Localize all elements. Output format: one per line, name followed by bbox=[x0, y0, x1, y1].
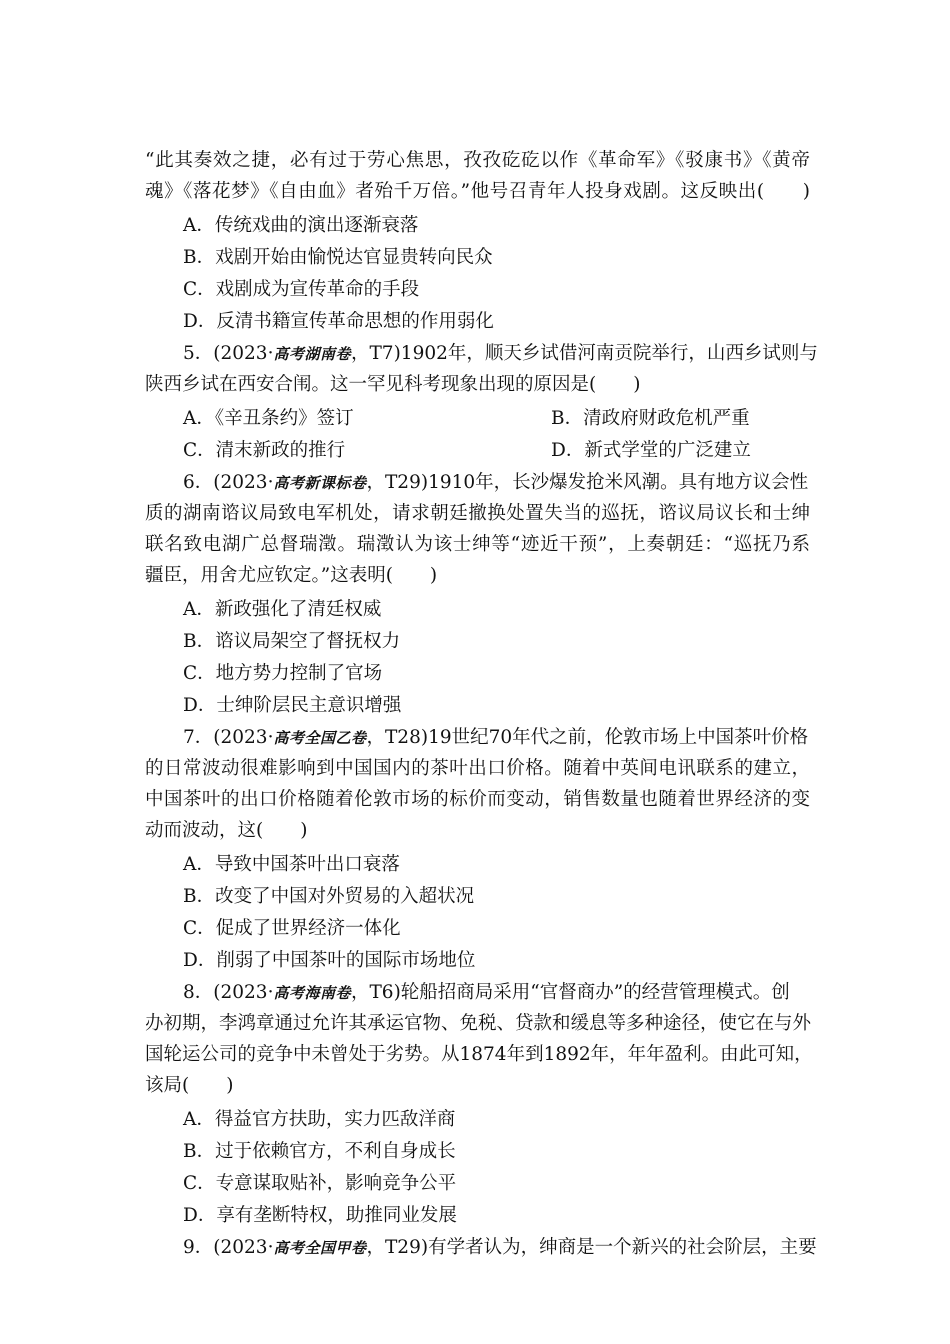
q8-option-a: A．得益官方扶助，实力匹敌洋商 bbox=[183, 1109, 456, 1130]
q7-stem-line-1: 7．(2023·高考全国乙卷，T28)19世纪70年代之前，伦敦市场上中国茶叶价格 bbox=[183, 727, 809, 748]
q5-option-b: B．清政府财政危机严重 bbox=[551, 408, 750, 429]
q8-option-c: C．专意谋取贴补，影响竞争公平 bbox=[183, 1173, 457, 1194]
q5-option-d: D．新式学堂的广泛建立 bbox=[551, 440, 751, 461]
q8-option-d: D．享有垄断特权，助推同业发展 bbox=[183, 1205, 457, 1226]
q4-stem-line-1: “此其奏效之捷，必有过于劳心焦思，孜孜矻矻以作《革命军》《驳康书》《黄帝 bbox=[145, 150, 810, 171]
q6-option-d: D．士绅阶层民主意识增强 bbox=[183, 695, 402, 716]
q5-option-c: C．清末新政的推行 bbox=[183, 440, 346, 461]
q8-stem-line-4: 该局( ) bbox=[145, 1075, 234, 1096]
q6-option-b: B．谘议局架空了督抚权力 bbox=[183, 631, 401, 652]
q6-option-a: A．新政强化了清廷权威 bbox=[183, 599, 382, 620]
q7-stem-line-3: 中国茶叶的出口价格随着伦敦市场的标价而变动，销售数量也随着世界经济的变 bbox=[145, 789, 810, 810]
q8-source: 高考海南卷 bbox=[273, 984, 351, 1002]
q6-stem-line-2: 质的湖南谘议局致电军机处，请求朝廷撤换处置失当的巡抚，谘议局议长和士绅 bbox=[145, 503, 810, 524]
q9-source: 高考全国甲卷 bbox=[273, 1239, 367, 1257]
q6-stem-line-1: 6．(2023·高考新课标卷，T29)1910年，长沙爆发抢米风潮。具有地方议会性 bbox=[183, 472, 809, 493]
q4-option-c: C．戏剧成为宣传革命的手段 bbox=[183, 279, 420, 300]
q8-stem-line-2: 办初期，李鸿章通过允许其承运官物、免税、贷款和缓息等多种途径，使它在与外 bbox=[145, 1013, 812, 1034]
q5-stem-line-2: 陕西乡试在西安合闱。这一罕见科考现象出现的原因是( ) bbox=[145, 374, 641, 395]
q7-option-d: D．削弱了中国茶叶的国际市场地位 bbox=[183, 950, 476, 971]
q7-stem-line-2: 的日常波动很难影响到中国国内的茶叶出口价格。随着中英间电讯联系的建立， bbox=[145, 758, 810, 779]
q7-stem-line-4: 动而波动，这( ) bbox=[145, 820, 308, 841]
q8-option-b: B．过于依赖官方，不利自身成长 bbox=[183, 1141, 456, 1162]
q6-source: 高考新课标卷 bbox=[273, 474, 367, 492]
q7-source: 高考全国乙卷 bbox=[273, 729, 367, 747]
q4-stem-line-2: 魂》《落花梦》《自由血》者殆千万倍。”他号召青年人投身戏剧。这反映出( ) bbox=[145, 181, 810, 202]
q6-stem-line-4: 疆臣，用舍尤应钦定。”这表明( ) bbox=[145, 565, 438, 586]
q8-stem-line-3: 国轮运公司的竞争中未曾处于劣势。从1874年到1892年，年年盈利。由此可知， bbox=[145, 1044, 813, 1065]
q7-option-c: C．促成了世界经济一体化 bbox=[183, 918, 401, 939]
q9-stem-line-1: 9．(2023·高考全国甲卷，T29)有学者认为，绅商是一个新兴的社会阶层，主要 bbox=[183, 1237, 817, 1258]
q5-option-a: A．《辛丑条约》签订 bbox=[183, 408, 354, 429]
q7-option-b: B．改变了中国对外贸易的入超状况 bbox=[183, 886, 475, 907]
q4-option-b: B．戏剧开始由愉悦达官显贵转向民众 bbox=[183, 247, 493, 268]
q4-option-d: D．反清书籍宣传革命思想的作用弱化 bbox=[183, 311, 494, 332]
q8-stem-line-1: 8．(2023·高考海南卷，T6)轮船招商局采用“官督商办”的经营管理模式。创 bbox=[183, 982, 790, 1003]
q6-stem-line-3: 联名致电湖广总督瑞澂。瑞澂认为该士绅等“迹近干预”，上奏朝廷：“巡抚乃系 bbox=[145, 534, 810, 555]
q4-option-a: A．传统戏曲的演出逐渐衰落 bbox=[183, 215, 419, 236]
q5-source: 高考湖南卷 bbox=[273, 345, 351, 363]
q6-option-c: C．地方势力控制了官场 bbox=[183, 663, 383, 684]
q7-option-a: A．导致中国茶叶出口衰落 bbox=[183, 854, 400, 875]
q5-stem-line-1: 5．(2023·高考湖南卷，T7)1902年，顺天乡试借河南贡院举行，山西乡试则与 bbox=[183, 343, 818, 364]
